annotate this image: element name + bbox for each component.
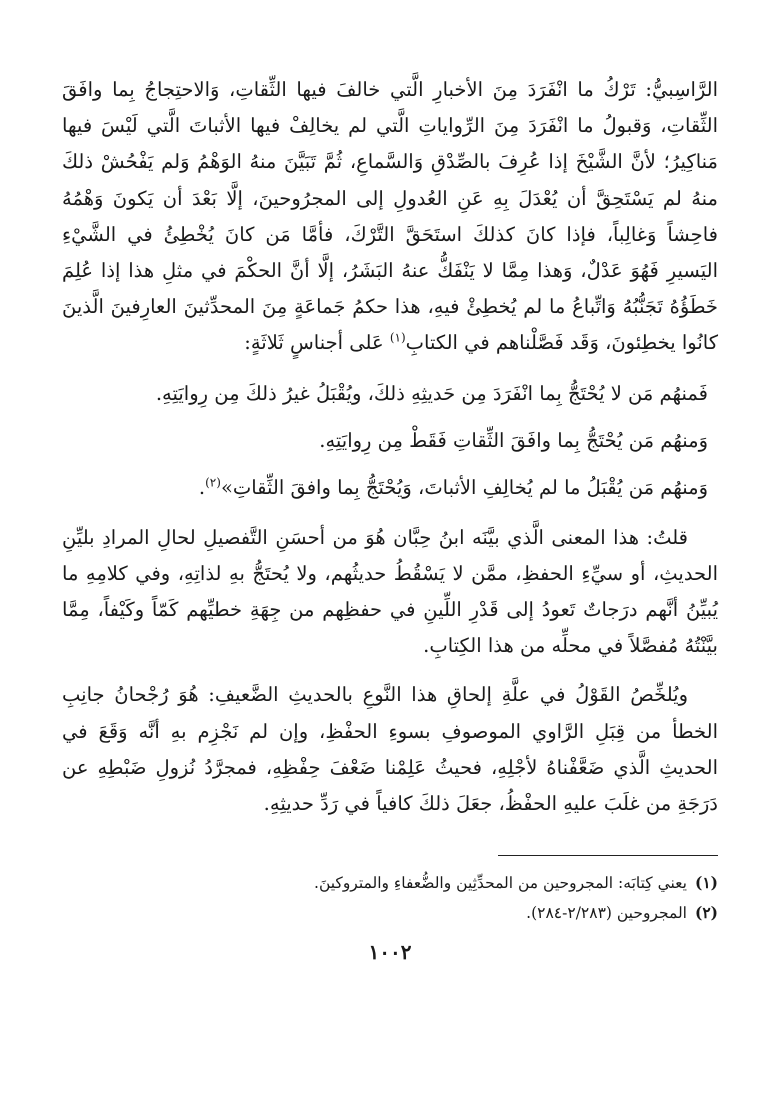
category-item-3-text: وَمنهُم مَن يُقْبَلُ ما لم يُخالِفِ الأثباتَ، وَيُحْتَجُّ بِما وافقَ الثِّقاتِ»: [220, 475, 708, 499]
footnote-2-number: (٢): [694, 903, 718, 922]
page-number: ١٠٠٢: [368, 940, 412, 964]
category-item-1: فَمنهُم مَن لا يُحْتَجُّ بِما انْفَرَدَ مِن حَديثِهِ ذلكَ، ويُقْبَلُ غيرُ ذلكَ مِن رِوايَتِهِ.: [155, 381, 708, 405]
footnote-divider: [498, 855, 718, 856]
category-item-2: وَمنهُم مَن يُحْتَجُّ بِما وافَقَ الثِّقاتِ فَقَطْ مِن رِوايَتِهِ.: [319, 428, 708, 452]
footnote-1-text: يعني كِتابَه: المجروحين من المحدِّثِين والضُّعفاءِ والمتروكينَ.: [314, 874, 687, 892]
footnote-1: [62, 868, 718, 898]
footnote-ref-2[interactable]: (٢): [205, 475, 221, 490]
paragraph-quote-text: الرَّاسِبيُّ: تَرْكُ ما انْفَرَدَ مِنَ الأخبارِ الَّتي خالفَ فيها الثِّقاتِ، وَالاحتِجاجُ بِما وافَقَ الثِّقاتِ، وَقبولُ ما انْفَرَدَ مِنَ الرِّواياتِ الَّتي لم يخالِفْ فيها الأثباتَ الَّتي لَيْسَ فيها مَناكِيرُ؛ لأنَّ الشَّيْخَ إذا عُرِفَ بالصِّدْقِ وَالسَّماعِ، ثُمَّ تَبَيَّنَ منهُ الوَهْمُ وَلم يَفْحُشْ ذلكَ منهُ لم يَسْتَحِقَّ أن يُعْدَلَ بِهِ عَنِ العُدولِ إلى المجرُوحينَ، إلَّا بَعْدَ أن يَكونَ وَهْمُهُ فاحِشاً وَغالِباً، فإذا كانَ كذلكَ استَحَقَّ التَّرْكَ، فأمَّا مَن كانَ يُخْطِئُ في الشَّيْءِ اليَسيرِ فَهُوَ عَدْلٌ، وَهذا مِمَّا لا يَنْفَكُّ عنهُ البَشَرُ، إلَّا أنَّ الحكْمَ في مثلِ هذا إذا عُلِمَ خَطَؤُهُ تَجَنُّبُهُ وَاتِّباعُ ما لم يُخطِئْ فيهِ، هذا حكمُ جَماعَةٍ مِنَ المحدِّثينَ العارِفينَ الَّذينَ كانُوا يخطِئونَ، وَقَد فَصَّلْناهم في الكتابِ: [62, 78, 718, 355]
paragraph-commentary: قلتُ: هذا المعنى الَّذي بيَّنَه ابنُ حِبَّان هُوَ من أحسَنِ التَّفصيلِ لحالِ المرادِ بليِّنِ الحديثِ، أو سيِّءِ الحفظِ، ممَّن لا يَسْقُطُ حديثُهم، ولا يُحتَجُّ بهِ لذاتِهِ، وفي كلامِهِ ما يُبيِّنُ أنَّهم درَجاتٌ تَعودُ إلى قَدْرِ اللِّينِ في حفظِهم من جِهَةِ خطيِّهم كَمّاً وكَيْفاً، مِمَّا بيَّنْتُهُ مُفصَّلاً في محلِّه من هذا الكِتابِ.: [62, 525, 718, 658]
footnote-area: [62, 0, 718, 1102]
paragraph-summary: ويُلخِّصُ القَوْلُ في علَّةِ إلحاقِ هذا النَّوعِ بالحديثِ الضَّعيفِ: هُوَ رُجْحانُ جانِبِ الخطأ من قِبَلِ الرَّاوي الموصوفِ بسوءِ الحفْظِ، وإن لم نَجْزِم بهِ أنَّه وَقَعَ في الحديثِ الَّذي ضَعَّفْناهُ لأجْلِهِ، فحيثُ عَلِمْنا ضَعْفَ حِفْظِهِ، فمجرَّدُ نُزولِ ضَبْطِهِ عن دَرَجَةِ من غلَبَ عليهِ الحفْظُ، جعَلَ ذلكَ كافياً في رَدِّ حديثِهِ.: [62, 683, 718, 816]
category-item-3-tail: .: [198, 475, 206, 499]
footnotes: [62, 868, 718, 928]
footnote-1-number: (١): [694, 873, 718, 892]
paragraph-quote-tail: عَلى أجناسٍ ثَلاثَةٍ:: [244, 331, 390, 355]
footnote-ref-1[interactable]: (١): [389, 330, 406, 345]
footnote-2-text: المجروحين (٢/٢٨٣-٢٨٤).: [526, 904, 687, 922]
footnote-2: [62, 898, 718, 928]
